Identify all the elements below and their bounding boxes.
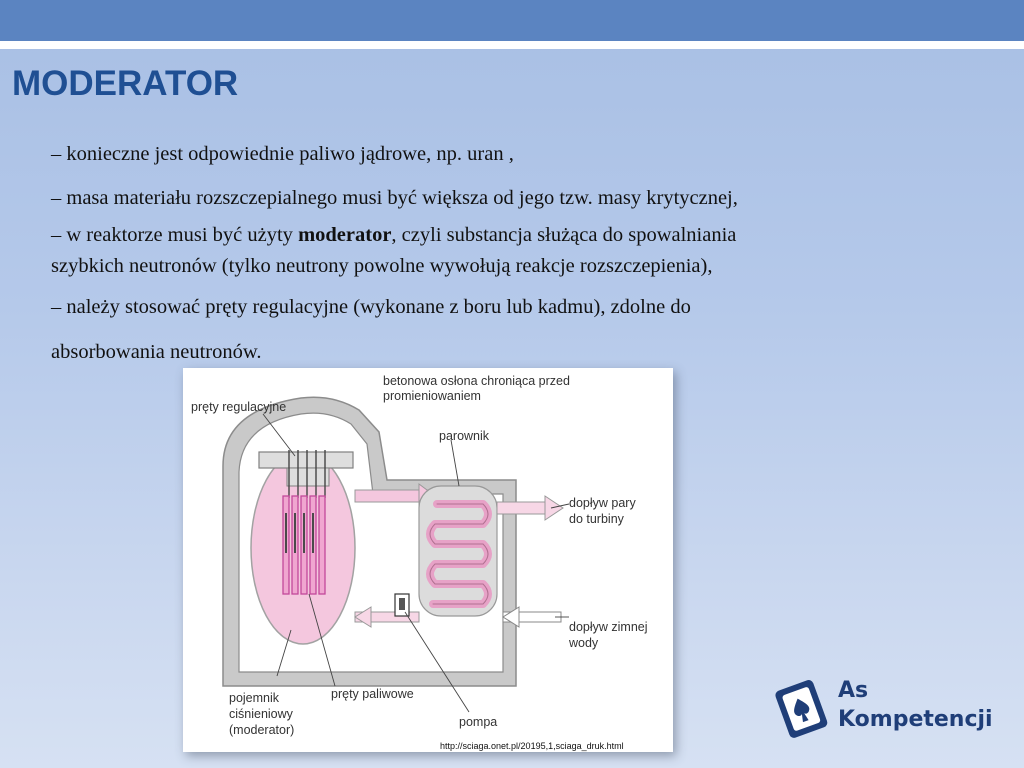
bullet-moderator-line2: szybkich neutronów (tylko neutrony powolne wywołują reakcje rozszczepienia), — [51, 255, 713, 277]
label-control-rods: pręty regulacyjne — [191, 400, 287, 414]
label-shield-2: promieniowaniem — [383, 389, 481, 403]
label-steam-generator: parownik — [439, 429, 490, 443]
bullet-control-rods: – należy stosować pręty regulacyjne (wykonane z boru lub kadmu), zdolne do — [51, 296, 691, 318]
bullet-fuel: – konieczne jest odpowiednie paliwo jądrowe, np. uran , — [51, 143, 514, 165]
header-divider — [0, 41, 1024, 49]
logo-text — [838, 676, 993, 734]
logo-text-line1: As — [838, 678, 869, 703]
pump-core — [399, 598, 405, 610]
source-link[interactable]: http://sciaga.onet.pl/20195,1,sciaga_druk.html — [440, 741, 624, 751]
label-pump: pompa — [459, 715, 498, 729]
bullet-moderator-bold: moderator — [298, 224, 392, 246]
reactor-diagram — [183, 368, 673, 752]
bullet-moderator-pre: – w reaktorze musi być użyty — [51, 224, 299, 246]
bullet-control-rods-line2: absorbowania neutronów. — [51, 341, 262, 363]
label-vessel-2: ciśnieniowy — [229, 707, 293, 721]
control-rods-cap — [259, 452, 353, 468]
logo — [770, 672, 1000, 742]
label-water-in-2: wody — [569, 636, 599, 650]
label-steam-out-1: dopływ pary — [569, 496, 636, 510]
label-vessel-1: pojemnik — [229, 691, 280, 705]
label-water-in-1: dopływ zimnej — [569, 620, 648, 634]
bullet-critical-mass: – masa materiału rozszczepialnego musi być większa od jego tzw. masy krytycznej, — [51, 187, 738, 209]
header-bar — [0, 0, 1024, 41]
label-steam-out-2: do turbiny — [569, 512, 624, 526]
steam-outlet-pipe — [497, 502, 551, 514]
label-fuel-rods: pręty paliwowe — [331, 687, 414, 701]
logo-text-line2: Kompetencji — [838, 707, 993, 732]
steam-outlet-arrow — [545, 496, 563, 520]
slide-title: MODERATOR — [12, 64, 239, 103]
logo-card-icon — [770, 672, 832, 742]
label-shield-1: betonowa osłona chroniąca przed — [383, 374, 570, 388]
reactor-diagram-svg — [183, 368, 673, 752]
bullet-moderator-post: , czyli substancja służąca do spowalniania — [391, 224, 737, 246]
control-rods-neck — [287, 468, 329, 486]
label-vessel-3: (moderator) — [229, 723, 295, 737]
bullet-moderator — [51, 222, 736, 248]
